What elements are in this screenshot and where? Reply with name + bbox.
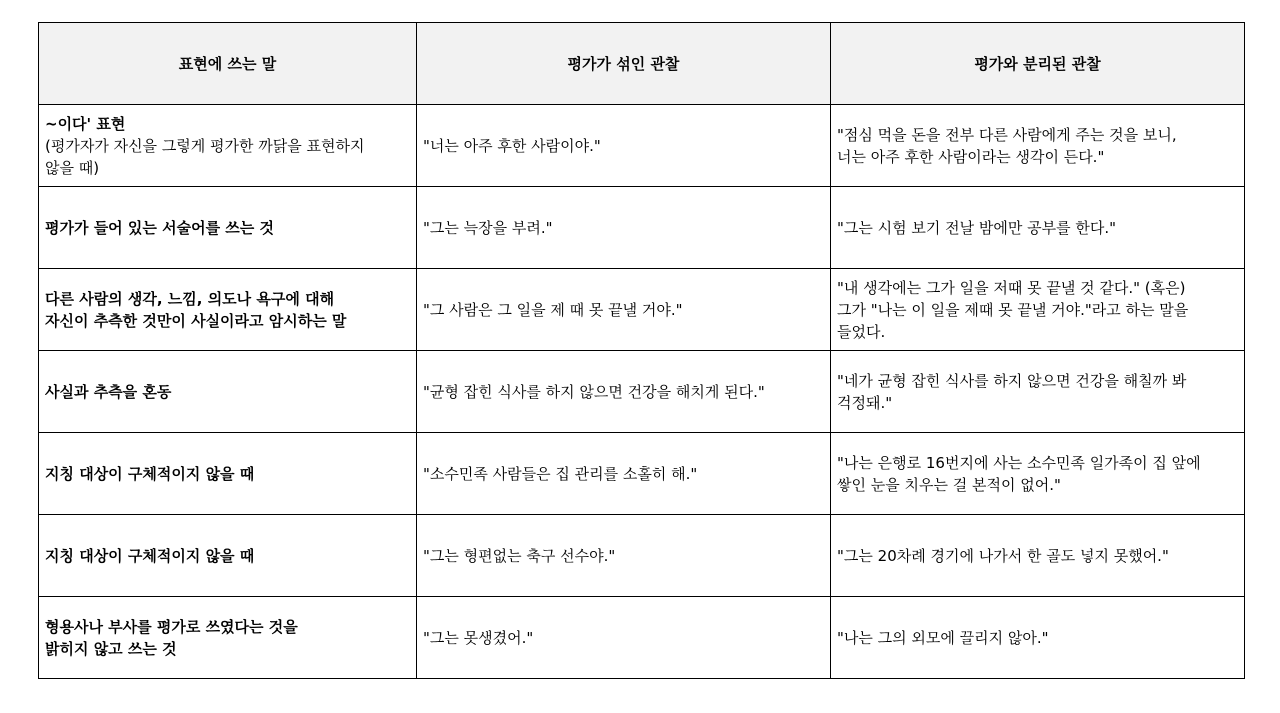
label-line: 형용사나 부사를 평가로 쓰였다는 것을 xyxy=(45,617,298,636)
row-label xyxy=(39,433,417,515)
separated-line: "내 생각에는 그가 일을 저때 못 끝낼 것 같다." (혹은) xyxy=(837,278,1186,297)
row-label xyxy=(39,269,417,351)
separated-line: 쌓인 눈을 치우는 걸 본적이 없어." xyxy=(837,475,1061,494)
mixed-observation-cell xyxy=(417,269,831,351)
table-row xyxy=(39,433,1245,515)
mixed-observation-cell xyxy=(417,187,831,269)
mixed-line: "그는 늑장을 부려." xyxy=(423,218,553,237)
table-row xyxy=(39,105,1245,187)
separated-line: "그는 20차례 경기에 나가서 한 골도 넣지 못했어." xyxy=(837,546,1169,565)
table-row xyxy=(39,269,1245,351)
separated-line: "나는 그의 외모에 끌리지 않아." xyxy=(837,628,1049,647)
separated-observation-cell xyxy=(831,269,1245,351)
separated-observation-cell xyxy=(831,105,1245,187)
separated-line: 너는 아주 후한 사람이라는 생각이 든다." xyxy=(837,147,1105,166)
separated-observation-cell xyxy=(831,433,1245,515)
label-line: 사실과 추측을 혼동 xyxy=(45,382,172,401)
separated-observation-cell xyxy=(831,351,1245,433)
separated-observation-cell xyxy=(831,597,1245,679)
label-line: 지칭 대상이 구체적이지 않을 때 xyxy=(45,546,255,565)
table-row xyxy=(39,597,1245,679)
observation-table xyxy=(38,22,1245,679)
label-line: 다른 사람의 생각, 느낌, 의도나 욕구에 대해 xyxy=(45,289,335,308)
mixed-line: "그는 못생겼어." xyxy=(423,628,534,647)
row-label xyxy=(39,187,417,269)
separated-line: "그는 시험 보기 전날 밤에만 공부를 한다." xyxy=(837,218,1117,237)
row-label xyxy=(39,105,417,187)
mixed-line: "너는 아주 후한 사람이야." xyxy=(423,136,601,155)
mixed-line: "소수민족 사람들은 집 관리를 소홀히 해." xyxy=(423,464,698,483)
header-separated-observation: 평가와 분리된 관찰 xyxy=(831,23,1245,105)
table-row xyxy=(39,187,1245,269)
header-expression: 표현에 쓰는 말 xyxy=(39,23,417,105)
mixed-observation-cell xyxy=(417,105,831,187)
mixed-observation-cell xyxy=(417,433,831,515)
label-line: 평가가 들어 있는 서술어를 쓰는 것 xyxy=(45,218,274,237)
mixed-line: "그 사람은 그 일을 제 때 못 끝낼 거야." xyxy=(423,300,683,319)
mixed-observation-cell xyxy=(417,597,831,679)
row-label xyxy=(39,515,417,597)
separated-observation-cell xyxy=(831,515,1245,597)
mixed-line: "그는 형편없는 축구 선수야." xyxy=(423,546,616,565)
separated-observation-cell xyxy=(831,187,1245,269)
label-note-line: (평가자가 자신을 그렇게 평가한 까닭을 표현하지 xyxy=(45,136,365,155)
mixed-observation-cell xyxy=(417,515,831,597)
separated-line: 들었다. xyxy=(837,322,886,341)
separated-line: "나는 은행로 16번지에 사는 소수민족 일가족이 집 앞에 xyxy=(837,453,1201,472)
label-line: 자신이 추측한 것만이 사실이라고 암시하는 말 xyxy=(45,311,347,330)
label-line: 밝히지 않고 쓰는 것 xyxy=(45,639,177,658)
mixed-observation-cell xyxy=(417,351,831,433)
separated-line: "네가 균형 잡힌 식사를 하지 않으면 건강을 해칠까 봐 xyxy=(837,371,1187,390)
table-row xyxy=(39,515,1245,597)
mixed-line: "균형 잡힌 식사를 하지 않으면 건강을 해치게 된다." xyxy=(423,382,765,401)
label-line: ~이다' 표현 xyxy=(45,114,126,133)
row-label xyxy=(39,351,417,433)
separated-line: 그가 "나는 이 일을 제때 못 끝낼 거야."라고 하는 말을 xyxy=(837,300,1189,319)
label-note-line: 않을 때) xyxy=(45,158,100,177)
header-mixed-observation: 평가가 섞인 관찰 xyxy=(417,23,831,105)
label-line: 지칭 대상이 구체적이지 않을 때 xyxy=(45,464,255,483)
separated-line: 걱정돼." xyxy=(837,393,893,412)
table-header-row xyxy=(39,23,1245,105)
row-label xyxy=(39,597,417,679)
table-row xyxy=(39,351,1245,433)
separated-line: "점심 먹을 돈을 전부 다른 사람에게 주는 것을 보니, xyxy=(837,125,1177,144)
